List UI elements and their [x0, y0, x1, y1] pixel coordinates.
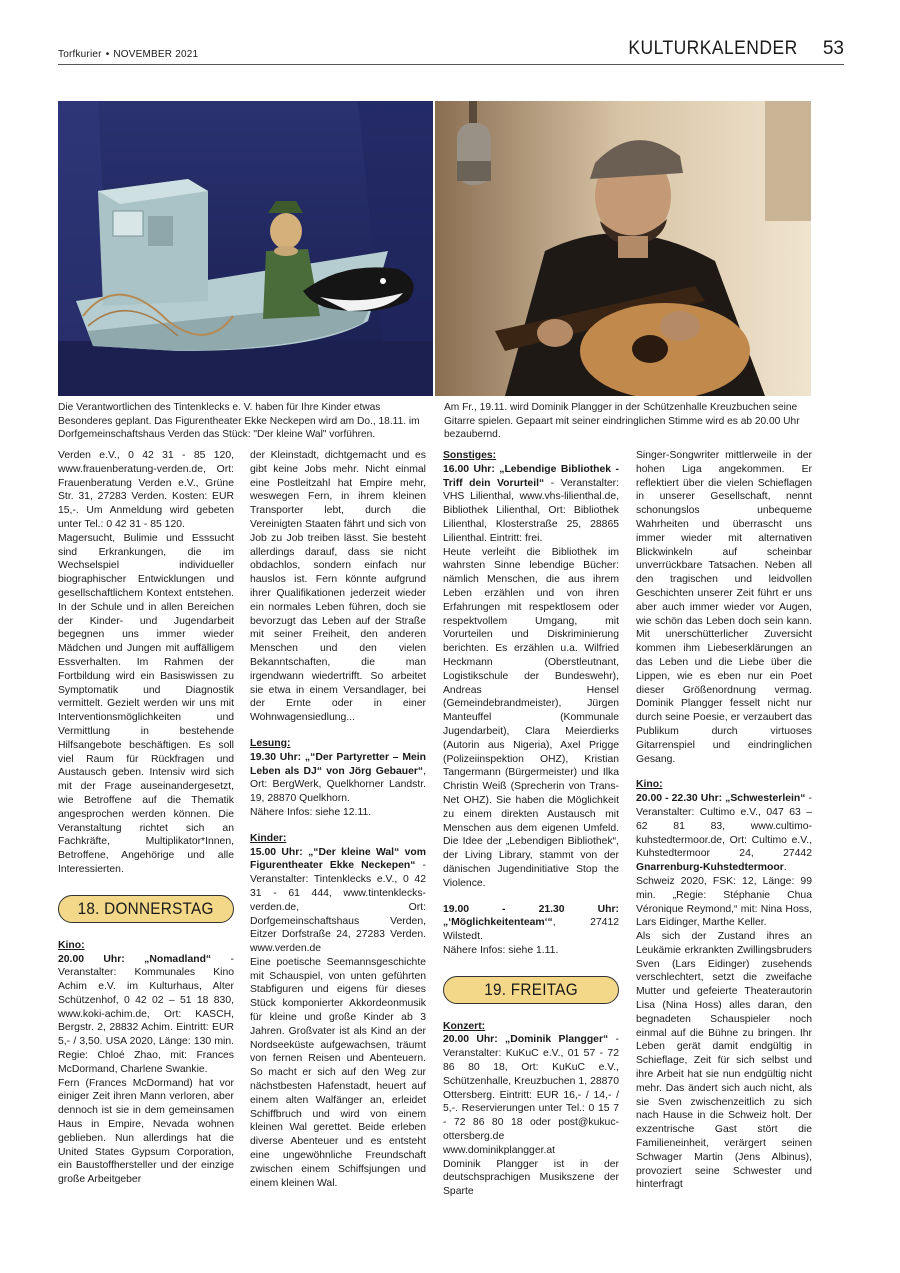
- paragraph: Magersucht, Bulimie und Esssucht sind Erkrankungen, die im Wechselspiel individueller biographischer Entwicklungen und gesellschaftlichem Kontext entstehen. In der Schule und in allen Bereichen der Kinder- und Jugendarbeit begegnen uns immer wieder Mädchen und Jungen mit auffälligem Essverhalten. Im Rahmen der Fortbildung wird ein Basiswissen zu Symptomatik und Diagnostik vermittelt. Gezielt werden wir uns mit Interventionsmöglichkeiten und Vermittlung in bestehende Hilfsangebote beschäftigen. Es soll viel Raum für Rückfragen und Austausch geben. Intensiv wird sich mit der Frage auseinandergesetzt, wie Betroffene auf die Thematik angesprochen werden können. Die Veranstaltung richtet sich an Fachkräfte, Multiplikator*Innen, Betroffene, Angehörige und alle Interessierten.: [58, 532, 234, 875]
- section-heading-lesung: Lesung:: [250, 737, 291, 749]
- event-entry: [636, 792, 812, 930]
- event-title: 16.00 Uhr: „Lebendige Bibliothek - Triff dein Vorurteil“: [443, 463, 619, 489]
- caption-musician-photo: Am Fr., 19.11. wird Dominik Plangger in der Schützenhalle Kreuzbuchen seine Gitarre spielen. Gepaart mit seiner eindringlichen Stimme wird es ab 20.00 Uhr bezaubernd.: [444, 402, 800, 440]
- column-2: [250, 449, 426, 1190]
- day-label: 19. FREITAG: [484, 979, 578, 999]
- event-description: Fern (Frances McDormand) hat vor einiger Zeit ihren Mann verloren, aber dennoch ist sie in dem gemeinsamen Haus in Empire, Nevada wohnen geblieben. Nun allerdings hat die United States Gypsum Corporation, ein Baustoffhersteller und der einzige große Arbeitgeber: [58, 1077, 234, 1186]
- day-header-friday: [443, 976, 619, 1004]
- event-title: 15.00 Uhr: „“Der kleine Wal“ vom Figurentheater Ekke Neckepen“: [250, 846, 426, 872]
- paragraph: Verden e.V., 0 42 31 - 85 120, www.frauenberatung-verden.de, Ort: Frauenberatung Verden e.V., Grüne Str. 31, 27283 Verden. Kosten: EUR 15,-. Um Anmeldung wird gebeten unter Tel.: 0 42 31 - 85 120.: [58, 450, 234, 530]
- event-title: 20.00 Uhr: „Dominik Plangger“: [443, 1034, 609, 1046]
- paragraph: Singer-Songwriter mittlerweile in der hohen Liga angekommen. Er reflektiert über die vielen Schieflagen in unserer Gesellschaft, nennt schonungslos unbequeme Wahrheiten und überrascht uns immer wieder mit alternativen Blickwinkeln auf scheinbar unverrückbare Tatsachen. Neben all den tragischen und leidvollen Geschichten unserer Zeit führt er uns aber auch immer wieder vor Augen, wie schön das Leben doch sein kann. Mit unerschütterlicher Zuversicht kommen ihm Liebeserklärungen an das Leben und die Liebe über die Lippen, wie es eben nur ein Poet dieser Größenordnung vermag. Dominik Plangger fesselt nicht nur durch seine Poesie, er verzaubert das Publikum durch virtuoses Gitarrenspiel und eindringlichen Gesang.: [636, 450, 812, 765]
- section-heading-konzert: Konzert:: [443, 1020, 486, 1032]
- page-number: 53: [822, 38, 844, 59]
- more-info: Nähere Infos: siehe 1.11.: [443, 944, 559, 956]
- event-details: - Veranstalter: VHS Lilienthal, www.vhs-lilienthal.de, Bibliothek Lilienthal, Ort: Bibliothek Lilienthal, Klosterstraße 25, 28865 Lilienthal. Eintritt: frei.: [443, 477, 619, 544]
- day-label: 18. DONNERSTAG: [77, 898, 215, 918]
- event-entry: [250, 846, 426, 956]
- day-header-thursday: [58, 895, 234, 923]
- puppet-theater-photo: [58, 101, 433, 396]
- event-details: , 27412 Wilstedt.: [443, 917, 619, 943]
- event-place: Gnarrenburg-Kuhstedtermoor: [636, 862, 784, 874]
- event-title: 20.00 - 22.30 Uhr: „Schwesterlein“: [636, 793, 806, 805]
- column-1: [58, 449, 234, 1187]
- event-entry: [443, 903, 619, 944]
- section-title: KULTURKALENDER: [628, 38, 798, 59]
- page-header: [58, 38, 844, 65]
- event-description: Dominik Plangger ist in der deutschsprachigen Musikszene der Sparte: [443, 1158, 619, 1198]
- section-heading-kino: Kino:: [58, 939, 85, 951]
- event-title: 20.00 Uhr: „Nomadland“: [58, 953, 212, 965]
- musician-photo: [435, 101, 811, 396]
- event-entry: [58, 953, 234, 1077]
- event-entry: [250, 751, 426, 806]
- event-entry: [443, 463, 619, 546]
- publication-name: Torfkurier: [58, 49, 102, 60]
- issue-date: NOVEMBER 2021: [113, 49, 199, 60]
- event-details: . Schweiz 2020, FSK: 12, Länge: 99 min. „Regie: Stéphanie Chua Véronique Reymond,“ mit: Nina Hoss, Lars Eidinger, Marthe Keller.: [636, 862, 812, 929]
- section-heading-kinder: Kinder:: [250, 832, 287, 844]
- event-title: 19.30 Uhr: „“Der Partyretter – Mein Leben als DJ“ von Jörg Gebauer“: [250, 751, 426, 777]
- section-heading-sonstiges: Sonstiges:: [443, 450, 497, 461]
- event-description: Eine poetische Seemannsgeschichte mit Schauspiel, von unten geführten Stabfiguren und eigens für dieses Stück komponierter Akkordeonmusik für kleine und große Kinder ab 3 Jahren. Großvater ist als Kind an der Nordseeküste aufgewachsen, träumt von fernen Reisen und Abenteuern. So macht er sich auf den Weg zur nächstbesten Hafenstadt, heuert auf einem alten Walfänger an, erleidet Schiffbruch und wird von einem kleinen Wal gerettet. Beide erleben diverse Abenteuer und es entsteht eine ungewöhnliche Freundschaft zwischen einem Schiffsjungen und einem kleinen Wal.: [250, 956, 426, 1189]
- header-section: [621, 38, 844, 60]
- event-details: - Veranstalter: Cultimo e.V., 047 63 – 62 81 83, www.cultimo-kuhstedtermoor.de, Ort: Cultimo e.V., Kuhstedtermoor 24, 27442: [636, 793, 812, 860]
- event-details: - Veranstalter: Tintenklecks e.V., 0 42 31 - 61 444, www.tintenklecks-verden.de, Ort: Dorfgemeinschaftshaus Verden, Eitzer Dorfstraße 24, 27283 Verden. www.verden.de: [250, 860, 426, 955]
- event-title: 19.00 - 21.30 Uhr: „‘Möglichkeitenteam‘“: [443, 903, 619, 929]
- header-publication-line: Torfkurier • NOVEMBER 2021: [58, 49, 199, 60]
- event-description: Heute verleiht die Bibliothek im wahrsten Sinne lebendige Bücher: nämlich Menschen, die aus ihrem Leben erzählen und von ihren Erfahrungen mit respektlosem oder respektvollem Umgang, mit Vorurteilen und Diskriminierung berichten. Es erzählen u.a. Wilfried Heckmann (Oberstleutnant, Logistikschule der Bundeswehr), Andreas Hensel (Gemeindebrandmeister), Jürgen Manteuffel (Kommunale Jugendarbeit), Clara Meierdierks (Autorin aus Nigeria), Axel Prigge (Polizeiinspektion OHZ), Kristian Tangermann (Bürgermeister) und Ilka Christin Weiß (Sprecherin von Trans-Net OHZ). Sie haben die Möglichkeit zu einem direkten Austausch mit Menschen aus dem eigenen Umfeld. Die Idee der „Lebendigen Bibliothek“, der Living Library, stammt von der dänischen Jugendinitiative Stop the Violence.: [443, 546, 619, 889]
- event-entry: [443, 1033, 619, 1157]
- section-heading-kino: Kino:: [636, 779, 663, 791]
- event-details: , Ort: BergWerk, Quelkhorner Landstr. 19, 28870 Quelkhorn.: [250, 765, 426, 805]
- column-3: [443, 449, 619, 1199]
- event-details: - Veranstalter: Kommunales Kino Achim e.V. im Kulturhaus, Alter Schützenhof, 0 42 02 – 51 18 830, www.koki-achim.de, Ort: KASCH, Bergstr. 2, 28832 Achim. Eintritt: EUR 5,- / 3,50. USA 2020, Länge: 130 min. Regie: Chloé Zhao, mit: Frances McDormand, Charlene Swankie.: [58, 953, 234, 1075]
- event-description: Als sich der Zustand ihres an Leukämie erkrankten Zwillingsbruders Sven (Lars Eidinger) zusehends verschlechtert, setzt die zweifache Mutter und gefeierte Theaterautorin Lisa (Nina Hoss) alles daran, den begnadeten Schauspieler noch einmal auf die Bühne zu bringen. Ihr Leben gerät damit endgültig in Schieflage, Zeit für sich selbst und ihre Arbeit hat sie nun endgültig nicht mehr. Das ändert sich auch nicht, als sie Sven zwischenzeitlich zu sich nach Hause in die Schweiz holt. Der exzentrische Gast stört die Familieneinheit, verärgert seinen Schwager Martin (Jens Albinus), provoziert seine Schwester und hinterfragt: [636, 931, 812, 1191]
- more-info: Nähere Infos: siehe 12.11.: [250, 806, 372, 818]
- paragraph: der Kleinstadt, dichtgemacht und es gibt keine Jobs mehr. Nicht einmal eine Postleitzahl hat Empire mehr, weswegen Fern, in ihrem kleinen Transporter lebt, durch die Vereinigten Staaten fährt und sich von Job zu Job treiben lässt. Sie besteht allerdings darauf, dass sie nicht obdachlos, sondern einfach nur hauslos ist. Fern könnte aufgrund ihrer Qualifikationen jederzeit wieder ein normales Leben führen, doch sie bevorzugt das Leben auf der Straße mit seiner Freiheit, den anderen Menschen und den vielen Bekanntschaften, die man irgendwann wiedertrifft. So arbeitet sie etwa in einem Versandlager, bei der Ernte oder in einer Wohnwagensiedlung...: [250, 450, 426, 724]
- event-details: - Veranstalter: KuKuC e.V., 01 57 - 72 86 80 18, Ort: KuKuC e.V., Schützenhalle, Kreuzbuchen 1, 28870 Ottersberg. Eintritt: EUR 16,- / 14,- / 5,-. Reservierungen unter Tel.: 0 15 7 - 72 86 80 18 oder post@kukuc-ottersberg.de www.dominikplangger.at: [443, 1034, 619, 1156]
- caption-puppet-photo: Die Verantwortlichen des Tintenklecks e. V. haben für Ihre Kinder etwas Besonderes geplant. Das Figurentheater Ekke Neckepen wird am Do., 18.11. im Dorfgemeinschaftshaus Verden das Stück: "Der kleine Wal" vorführen.: [58, 402, 420, 440]
- column-4: [636, 449, 812, 1192]
